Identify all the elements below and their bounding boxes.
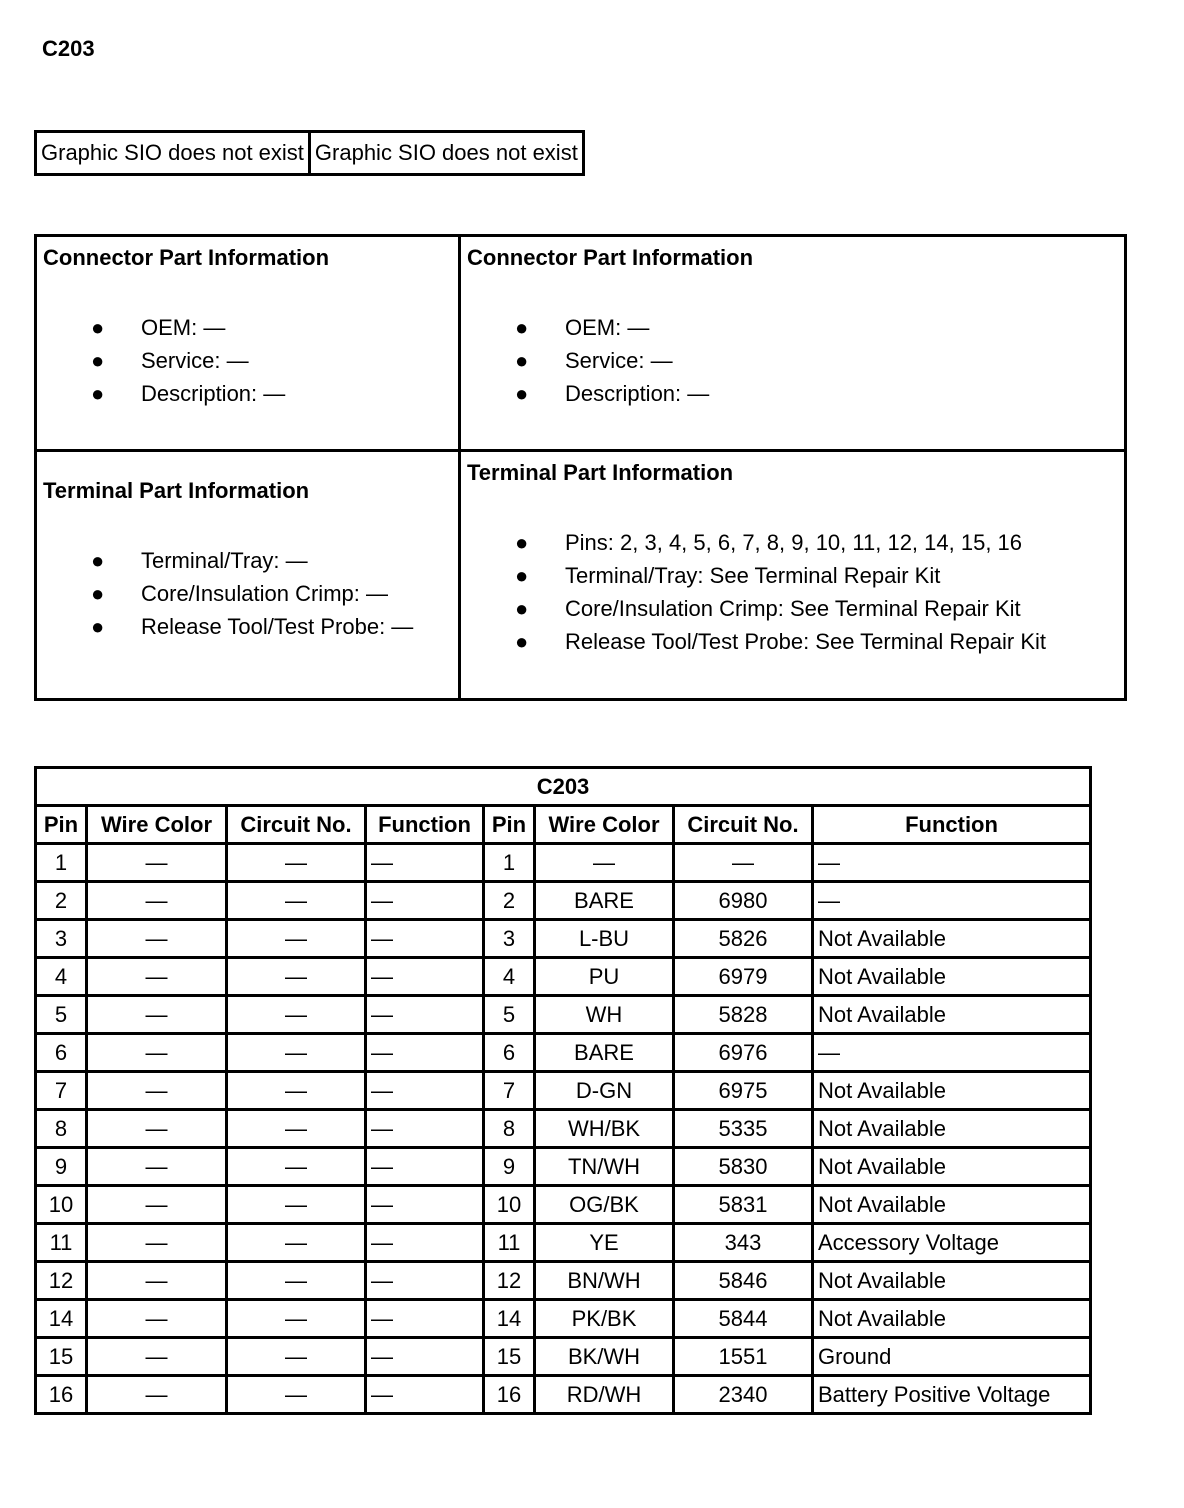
table-cell: 4 bbox=[484, 958, 535, 996]
column-header: Wire Color bbox=[535, 806, 674, 844]
terminal-info-heading: Terminal Part Information bbox=[467, 460, 734, 485]
table-cell: — bbox=[87, 1186, 227, 1224]
table-cell: 10 bbox=[36, 1186, 87, 1224]
table-cell: BARE bbox=[535, 1034, 674, 1072]
table-cell: — bbox=[366, 958, 484, 996]
table-cell: 2 bbox=[484, 882, 535, 920]
table-cell: Not Available bbox=[813, 958, 1091, 996]
table-cell: Not Available bbox=[813, 1110, 1091, 1148]
table-cell: 14 bbox=[484, 1300, 535, 1338]
graphic-placeholder-table bbox=[34, 130, 585, 176]
table-cell: Accessory Voltage bbox=[813, 1224, 1091, 1262]
table-cell: — bbox=[227, 958, 366, 996]
table-cell: — bbox=[87, 1262, 227, 1300]
table-cell: OG/BK bbox=[535, 1186, 674, 1224]
table-cell: BK/WH bbox=[535, 1338, 674, 1376]
bullet-icon: ● bbox=[515, 596, 529, 621]
list-item: ● Description: — bbox=[461, 377, 1124, 410]
list-item: ● Pins: 2, 3, 4, 5, 6, 7, 8, 9, 10, 11, 12, 14, 15, 16 bbox=[461, 526, 1124, 559]
table-cell: PU bbox=[535, 958, 674, 996]
list-item: ● OEM: — bbox=[461, 311, 1124, 344]
table-cell: 12 bbox=[484, 1262, 535, 1300]
list-item: ● Description: — bbox=[37, 377, 458, 410]
table-cell: — bbox=[366, 844, 484, 882]
table-cell: 3 bbox=[36, 920, 87, 958]
table-cell: 5335 bbox=[674, 1110, 813, 1148]
table-cell: — bbox=[366, 1338, 484, 1376]
table-cell: Battery Positive Voltage bbox=[813, 1376, 1091, 1414]
table-cell: YE bbox=[535, 1224, 674, 1262]
terminal-info-left bbox=[36, 451, 460, 700]
table-cell: — bbox=[227, 1148, 366, 1186]
connector-info-heading: Connector Part Information bbox=[43, 245, 330, 270]
list-item: ● Service: — bbox=[37, 344, 458, 377]
bullet-icon: ● bbox=[91, 614, 105, 639]
table-cell: BN/WH bbox=[535, 1262, 674, 1300]
table-cell: 3 bbox=[484, 920, 535, 958]
table-cell: — bbox=[87, 882, 227, 920]
list-item: ● Terminal/Tray: See Terminal Repair Kit bbox=[461, 559, 1124, 592]
table-cell: — bbox=[366, 1072, 484, 1110]
bullet-icon: ● bbox=[91, 548, 105, 573]
table-cell: — bbox=[366, 1262, 484, 1300]
graphic-placeholder-left: Graphic SIO does not exist bbox=[36, 132, 310, 175]
table-cell: Not Available bbox=[813, 920, 1091, 958]
table-row bbox=[36, 1338, 1091, 1376]
table-row bbox=[36, 1224, 1091, 1262]
bullet-icon: ● bbox=[515, 530, 529, 555]
table-cell: — bbox=[227, 1224, 366, 1262]
table-cell: — bbox=[87, 1148, 227, 1186]
table-cell: 6 bbox=[36, 1034, 87, 1072]
table-cell: — bbox=[366, 1186, 484, 1224]
table-cell: 5830 bbox=[674, 1148, 813, 1186]
terminal-info-heading: Terminal Part Information bbox=[43, 478, 310, 503]
part-info-table bbox=[34, 234, 1127, 701]
table-cell: — bbox=[87, 844, 227, 882]
connector-info-list bbox=[37, 311, 458, 410]
column-header: Function bbox=[813, 806, 1091, 844]
table-cell: 6980 bbox=[674, 882, 813, 920]
table-row bbox=[36, 1110, 1091, 1148]
table-row bbox=[36, 996, 1091, 1034]
table-row bbox=[36, 958, 1091, 996]
table-cell: 5 bbox=[36, 996, 87, 1034]
table-row bbox=[36, 1072, 1091, 1110]
table-cell: Not Available bbox=[813, 1148, 1091, 1186]
table-cell: Not Available bbox=[813, 1072, 1091, 1110]
connector-info-list bbox=[461, 311, 1124, 410]
bullet-icon: ● bbox=[515, 381, 529, 406]
table-cell: 7 bbox=[484, 1072, 535, 1110]
table-cell: — bbox=[87, 1034, 227, 1072]
table-cell: 10 bbox=[484, 1186, 535, 1224]
table-cell: — bbox=[366, 1110, 484, 1148]
table-cell: WH bbox=[535, 996, 674, 1034]
table-cell: 15 bbox=[36, 1338, 87, 1376]
list-item: ● Service: — bbox=[461, 344, 1124, 377]
bullet-icon: ● bbox=[91, 315, 105, 340]
list-item: ● Core/Insulation Crimp: — bbox=[37, 577, 458, 610]
table-cell: 6 bbox=[484, 1034, 535, 1072]
table-cell: — bbox=[87, 958, 227, 996]
pinout-body bbox=[36, 844, 1091, 1414]
table-cell: 9 bbox=[484, 1148, 535, 1186]
connector-info-heading: Connector Part Information bbox=[467, 245, 754, 270]
table-cell: — bbox=[227, 844, 366, 882]
table-cell: 11 bbox=[36, 1224, 87, 1262]
column-header: Pin bbox=[36, 806, 87, 844]
table-row bbox=[36, 1376, 1091, 1414]
graphic-placeholder-right: Graphic SIO does not exist bbox=[309, 132, 583, 175]
list-item: ● Terminal/Tray: — bbox=[37, 544, 458, 577]
table-cell: 2 bbox=[36, 882, 87, 920]
table-cell: — bbox=[366, 882, 484, 920]
table-cell: — bbox=[87, 1224, 227, 1262]
column-header: Function bbox=[366, 806, 484, 844]
table-row bbox=[36, 1148, 1091, 1186]
list-item: ● Core/Insulation Crimp: See Terminal Repair Kit bbox=[461, 592, 1124, 625]
column-header: Pin bbox=[484, 806, 535, 844]
table-cell: 1 bbox=[36, 844, 87, 882]
table-cell: 5846 bbox=[674, 1262, 813, 1300]
table-cell: Not Available bbox=[813, 1186, 1091, 1224]
table-cell: — bbox=[813, 844, 1091, 882]
table-cell: — bbox=[87, 920, 227, 958]
table-cell: — bbox=[813, 882, 1091, 920]
table-row bbox=[36, 1186, 1091, 1224]
table-cell: — bbox=[227, 1072, 366, 1110]
table-cell: — bbox=[87, 1110, 227, 1148]
terminal-info-list bbox=[461, 526, 1124, 658]
column-header: Circuit No. bbox=[227, 806, 366, 844]
table-cell: WH/BK bbox=[535, 1110, 674, 1148]
table-cell: — bbox=[227, 1376, 366, 1414]
table-cell: 5828 bbox=[674, 996, 813, 1034]
pinout-title: C203 bbox=[36, 768, 1091, 806]
table-cell: 16 bbox=[36, 1376, 87, 1414]
table-cell: — bbox=[87, 1300, 227, 1338]
column-header: Circuit No. bbox=[674, 806, 813, 844]
table-row bbox=[36, 844, 1091, 882]
table-cell: 1 bbox=[484, 844, 535, 882]
table-cell: — bbox=[366, 1224, 484, 1262]
table-cell: — bbox=[227, 1034, 366, 1072]
bullet-icon: ● bbox=[91, 581, 105, 606]
table-cell: — bbox=[535, 844, 674, 882]
table-cell: 11 bbox=[484, 1224, 535, 1262]
table-cell: 16 bbox=[484, 1376, 535, 1414]
table-cell: 4 bbox=[36, 958, 87, 996]
bullet-icon: ● bbox=[515, 563, 529, 588]
table-cell: — bbox=[366, 1034, 484, 1072]
terminal-info-list bbox=[37, 544, 458, 643]
table-row bbox=[36, 1262, 1091, 1300]
bullet-icon: ● bbox=[515, 315, 529, 340]
table-cell: — bbox=[227, 920, 366, 958]
page-title: C203 bbox=[42, 36, 95, 61]
table-cell: 5 bbox=[484, 996, 535, 1034]
table-cell: D-GN bbox=[535, 1072, 674, 1110]
table-cell: Not Available bbox=[813, 1262, 1091, 1300]
table-cell: 7 bbox=[36, 1072, 87, 1110]
table-cell: 9 bbox=[36, 1148, 87, 1186]
table-row bbox=[36, 882, 1091, 920]
table-cell: 6976 bbox=[674, 1034, 813, 1072]
table-row bbox=[36, 1300, 1091, 1338]
table-cell: — bbox=[227, 1338, 366, 1376]
table-cell: 343 bbox=[674, 1224, 813, 1262]
table-cell: — bbox=[227, 1300, 366, 1338]
table-cell: — bbox=[227, 1186, 366, 1224]
table-cell: — bbox=[87, 1072, 227, 1110]
connector-info-left bbox=[36, 236, 460, 451]
table-cell: — bbox=[227, 996, 366, 1034]
bullet-icon: ● bbox=[515, 348, 529, 373]
bullet-icon: ● bbox=[91, 381, 105, 406]
table-cell: 12 bbox=[36, 1262, 87, 1300]
pinout-table bbox=[34, 766, 1092, 1415]
table-cell: TN/WH bbox=[535, 1148, 674, 1186]
list-item: ● Release Tool/Test Probe: — bbox=[37, 610, 458, 643]
bullet-icon: ● bbox=[515, 629, 529, 654]
table-cell: PK/BK bbox=[535, 1300, 674, 1338]
table-cell: 8 bbox=[36, 1110, 87, 1148]
table-cell: 5844 bbox=[674, 1300, 813, 1338]
table-cell: BARE bbox=[535, 882, 674, 920]
table-cell: — bbox=[227, 1262, 366, 1300]
table-cell: — bbox=[674, 844, 813, 882]
table-cell: — bbox=[366, 920, 484, 958]
table-cell: Not Available bbox=[813, 996, 1091, 1034]
table-cell: — bbox=[813, 1034, 1091, 1072]
table-cell: Not Available bbox=[813, 1300, 1091, 1338]
table-cell: 15 bbox=[484, 1338, 535, 1376]
table-cell: — bbox=[366, 1300, 484, 1338]
table-cell: 1551 bbox=[674, 1338, 813, 1376]
table-cell: — bbox=[87, 1338, 227, 1376]
table-cell: 2340 bbox=[674, 1376, 813, 1414]
table-cell: — bbox=[366, 1376, 484, 1414]
table-row bbox=[36, 1034, 1091, 1072]
column-header: Wire Color bbox=[87, 806, 227, 844]
table-cell: L-BU bbox=[535, 920, 674, 958]
table-cell: — bbox=[366, 1148, 484, 1186]
bullet-icon: ● bbox=[91, 348, 105, 373]
table-cell: — bbox=[87, 1376, 227, 1414]
table-cell: 6979 bbox=[674, 958, 813, 996]
table-row bbox=[36, 920, 1091, 958]
table-cell: 6975 bbox=[674, 1072, 813, 1110]
table-cell: Ground bbox=[813, 1338, 1091, 1376]
connector-info-right bbox=[460, 236, 1126, 451]
list-item: ● OEM: — bbox=[37, 311, 458, 344]
table-cell: — bbox=[366, 996, 484, 1034]
table-cell: — bbox=[227, 882, 366, 920]
table-cell: — bbox=[87, 996, 227, 1034]
table-cell: 5831 bbox=[674, 1186, 813, 1224]
table-cell: 8 bbox=[484, 1110, 535, 1148]
list-item: ● Release Tool/Test Probe: See Terminal Repair Kit bbox=[461, 625, 1124, 658]
table-cell: RD/WH bbox=[535, 1376, 674, 1414]
terminal-info-right bbox=[460, 451, 1126, 700]
table-cell: 5826 bbox=[674, 920, 813, 958]
table-cell: — bbox=[227, 1110, 366, 1148]
table-cell: 14 bbox=[36, 1300, 87, 1338]
